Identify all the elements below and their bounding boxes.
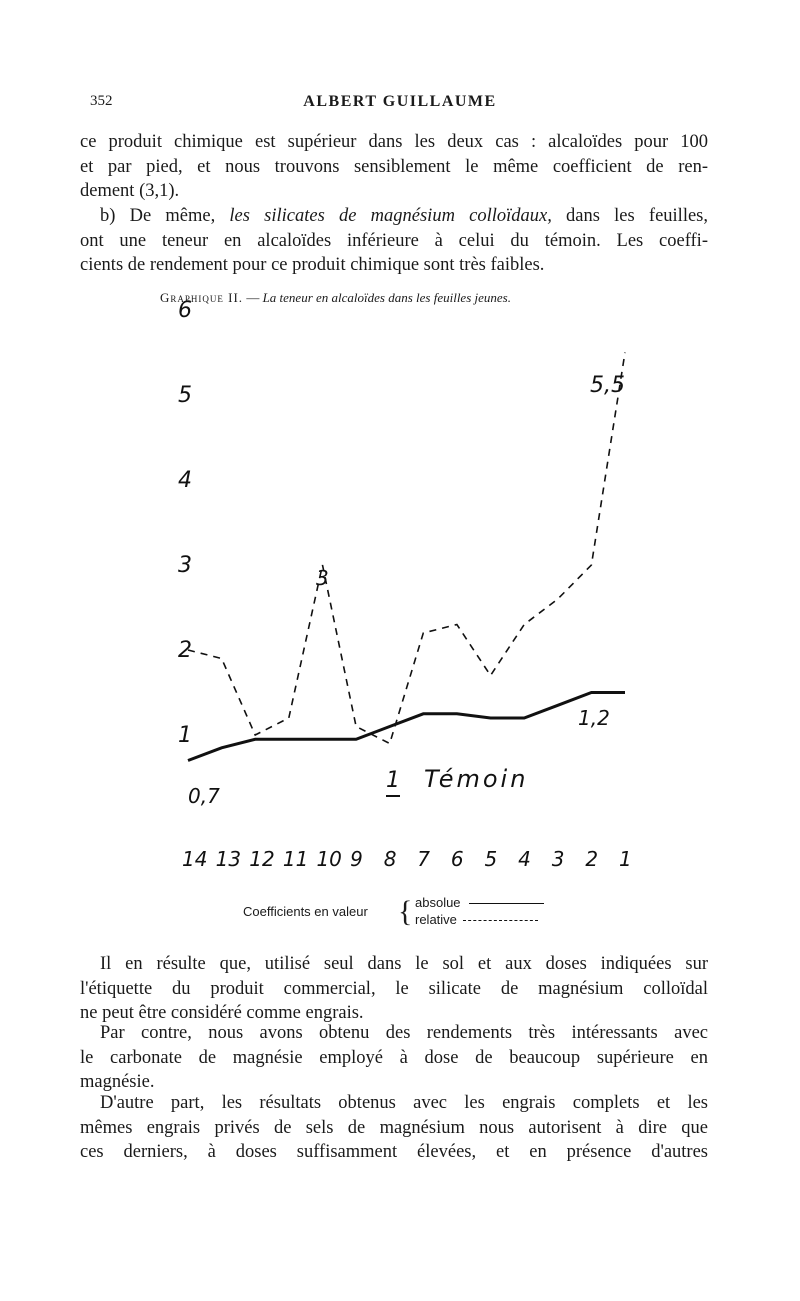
annotations: [188, 373, 625, 808]
y-tick-label: 2: [178, 638, 192, 663]
text-line: Il en résulte que, utilisé seul dans le sol et aux doses indiquées sur: [100, 954, 708, 974]
caption-title: La teneur en alcaloïdes dans les feuilles jeunes.: [262, 290, 511, 305]
caption-label: Graphique II.: [160, 290, 244, 305]
legend-entry-relative: [415, 912, 538, 927]
text-line: ne peut être considéré comme engrais.: [80, 1003, 364, 1023]
x-tick-label: 10: [316, 847, 342, 871]
italic-phrase: les silicates de magnésium colloïdaux,: [229, 206, 552, 226]
start-value-label: 0,7: [188, 784, 220, 808]
text-line: ces derniers, à doses suffisamment élevées, et en présence d'autres: [80, 1142, 708, 1162]
legend-entry-absolue: [415, 895, 544, 910]
paragraph-3: [80, 952, 708, 1026]
text-line: magnésie.: [80, 1072, 155, 1092]
x-tick-label: 12: [249, 847, 275, 871]
text-line: cients de rendement pour ce produit chimique sont très faibles.: [80, 255, 545, 275]
x-tick-label: 4: [518, 847, 531, 871]
x-tick-label: 9: [350, 847, 363, 871]
legend-text: absolue: [415, 895, 461, 910]
dashed-line-sample: [463, 920, 538, 921]
end-value-label: 1,2: [578, 706, 610, 730]
x-tick-label: 13: [215, 847, 242, 871]
x-tick-label: 8: [383, 847, 397, 871]
x-tick-label: 3: [551, 847, 565, 871]
x-tick-label: 11: [282, 847, 309, 871]
x-tick-label: 2: [585, 847, 599, 871]
paragraph-5: [80, 1091, 708, 1165]
page-number: 352: [90, 93, 113, 109]
x-tick-label: 7: [417, 847, 431, 871]
x-tick-label: 14: [182, 847, 208, 871]
text-line: dement (3,1).: [80, 181, 180, 201]
text-line: ce produit chimique est supérieur dans les deux cas : alcaloïdes pour 100: [80, 132, 708, 152]
text-line: et par pied, et nous trouvons sensiblement le même coefficient de ren-: [80, 156, 708, 177]
text-line: l'étiquette du produit commercial, le silicate de magnésium colloïdal: [80, 978, 708, 999]
solid-line-sample: [469, 903, 544, 904]
legend-brace: {: [398, 895, 413, 928]
legend-label: Coefficients en valeur: [243, 904, 368, 919]
temoin-value-label: 1: [386, 768, 400, 793]
peak-value-label: 3: [316, 566, 329, 590]
series-line-absolue: [188, 693, 625, 761]
max-value-label: 5,5: [590, 373, 625, 398]
y-tick-label: 6: [178, 298, 192, 323]
text-line: le carbonate de magnésie employé à dose de beaucoup supérieure en: [80, 1047, 708, 1068]
paragraph-4: [80, 1021, 708, 1095]
text-line: Par contre, nous avons obtenu des rendements très intéressants avec: [100, 1023, 708, 1043]
y-axis-ticks: [178, 298, 192, 748]
y-tick-label: 4: [178, 468, 192, 493]
series-line-relative: [188, 353, 625, 744]
x-tick-label: 1: [619, 847, 632, 871]
text-line: mêmes engrais privés de sels de magnésium nous autorisent à dire que: [80, 1117, 708, 1138]
text-line: ont une teneur en alcaloïdes inférieure à celui du témoin. Les coeffi-: [80, 230, 708, 251]
y-tick-label: 3: [178, 553, 192, 578]
series-layer: [188, 352, 625, 760]
caption-separator: —: [243, 290, 263, 305]
text-span: dans les feuilles,: [551, 206, 708, 226]
x-tick-label: 6: [450, 847, 464, 871]
temoin-label: Témoin: [424, 765, 529, 793]
text-line: D'autre part, les résultats obtenus avec les engrais complets et les: [100, 1093, 708, 1113]
x-tick-label: 5: [484, 847, 498, 871]
running-head: ALBERT GUILLAUME: [303, 93, 497, 110]
y-tick-label: 5: [178, 383, 192, 408]
x-axis-ticks: [182, 847, 632, 871]
text-span: b) De même,: [100, 206, 230, 226]
y-tick-label: 1: [178, 723, 192, 748]
legend-text: relative: [415, 912, 457, 927]
